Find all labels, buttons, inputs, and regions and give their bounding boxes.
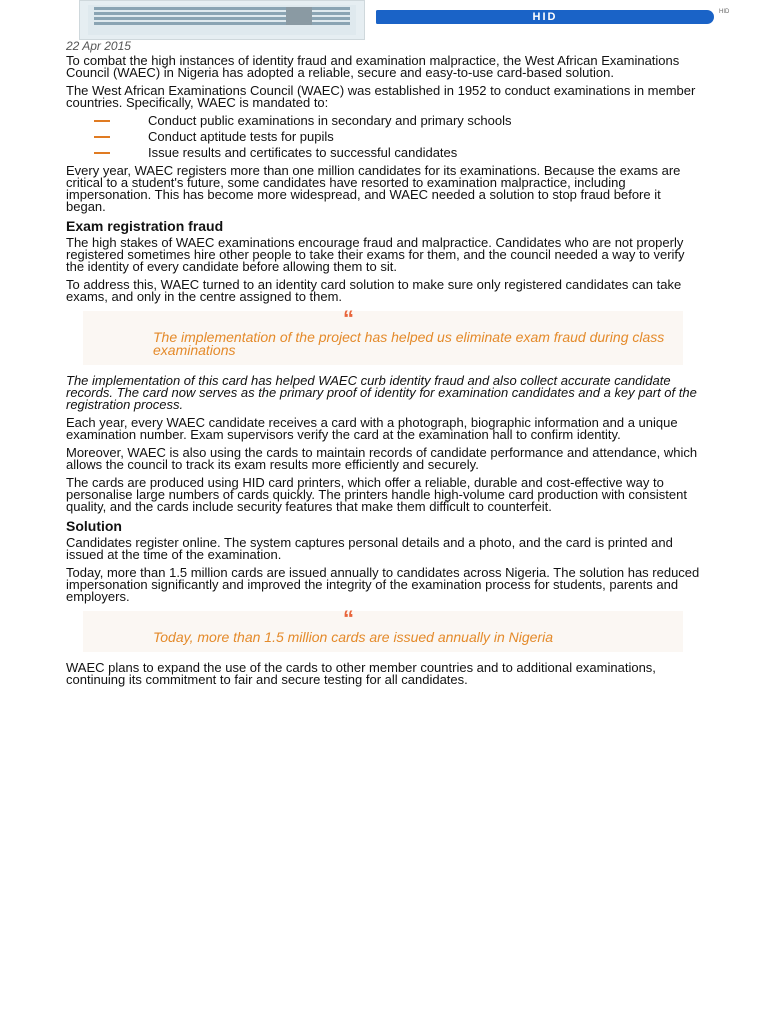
pull-quote-text: The implementation of the project has helped us eliminate exam fraud during class examinations xyxy=(153,329,665,358)
section-heading: Exam registration fraud xyxy=(66,218,224,234)
list-item: Issue results and certificates to successful candidates xyxy=(66,147,700,159)
section-heading: Solution xyxy=(66,518,122,534)
quote-mark-icon: “ xyxy=(343,306,354,331)
thumbnail-image xyxy=(88,5,356,35)
logo-tag: HID xyxy=(719,9,730,15)
article-paragraph: The West African Examinations Council (WAEC) was established in 1952 to conduct examinations in member countries. Specifically, WAEC is mandated to: xyxy=(66,83,696,110)
hid-logo[interactable]: HID xyxy=(376,10,714,24)
pull-quote xyxy=(83,306,683,365)
mandate-list xyxy=(66,115,700,159)
article-paragraph: To address this, WAEC turned to an identity card solution to make sure only registered candidates can take exams, and only in the centre assigned to them. xyxy=(66,277,682,304)
article-paragraph: Every year, WAEC registers more than one million candidates for its examinations. Because the exams are critical to a student's future, some candidates have resorted to examination malpractice, including impersonation. This has become more widespread, and WAEC needed a solution to stop fraud before it began. xyxy=(66,163,681,214)
top-banner xyxy=(0,0,768,40)
article-paragraph: Today, more than 1.5 million cards are issued annually to candidates across Nigeria. The solution has reduced impersonation significantly and improved the integrity of the examination process for students, parents and employers. xyxy=(66,565,700,604)
pull-quote-text: Today, more than 1.5 million cards are issued annually in Nigeria xyxy=(153,629,553,645)
article-paragraph: WAEC plans to expand the use of the cards to other member countries and to additional examinations, continuing its commitment to fair and secure testing for all candidates. xyxy=(66,660,656,687)
list-item: Conduct public examinations in secondary and primary schools xyxy=(66,115,700,127)
article-paragraph: The cards are produced using HID card printers, which offer a reliable, durable and cost-effective way to personalise large numbers of cards quickly. The printers handle high-volume card production with consistent quality, and the cards include security features that make them difficult to counterfeit. xyxy=(66,475,687,514)
article-date: 22 Apr 2015 xyxy=(66,39,131,53)
article-intro: To combat the high instances of identity fraud and examination malpractice, the West African Examinations Council (WAEC) in Nigeria has adopted a reliable, secure and easy-to-use card-based solution. xyxy=(66,53,680,80)
article-paragraph: Candidates register online. The system captures personal details and a photo, and the card is printed and issued at the time of the examination. xyxy=(66,535,673,562)
article-paragraph: The implementation of this card has helped WAEC curb identity fraud and also collect accurate candidate records. The card now serves as the primary proof of identity for examination candidates and a key part of the registration process. xyxy=(66,373,697,412)
article-paragraph: The high stakes of WAEC examinations encourage fraud and malpractice. Candidates who are not properly registered sometimes hire other people to take their exams for them, and the council needed a way to verify the identity of every candidate before allowing them to sit. xyxy=(66,235,685,274)
article-paragraph: Each year, every WAEC candidate receives a card with a photograph, biographic information and a unique examination number. Exam supervisors verify the card at the examination hall to confirm identity. xyxy=(66,415,678,442)
article-paragraph: Moreover, WAEC is also using the cards to maintain records of candidate performance and attendance, which allows the council to track its exam results more efficiently and securely. xyxy=(66,445,698,472)
photo-icon xyxy=(286,7,312,25)
list-item: Conduct aptitude tests for pupils xyxy=(66,131,700,143)
quote-mark-icon: “ xyxy=(343,606,354,631)
pull-quote xyxy=(83,606,683,652)
article-body xyxy=(66,40,700,692)
id-card-thumbnail xyxy=(79,0,365,40)
